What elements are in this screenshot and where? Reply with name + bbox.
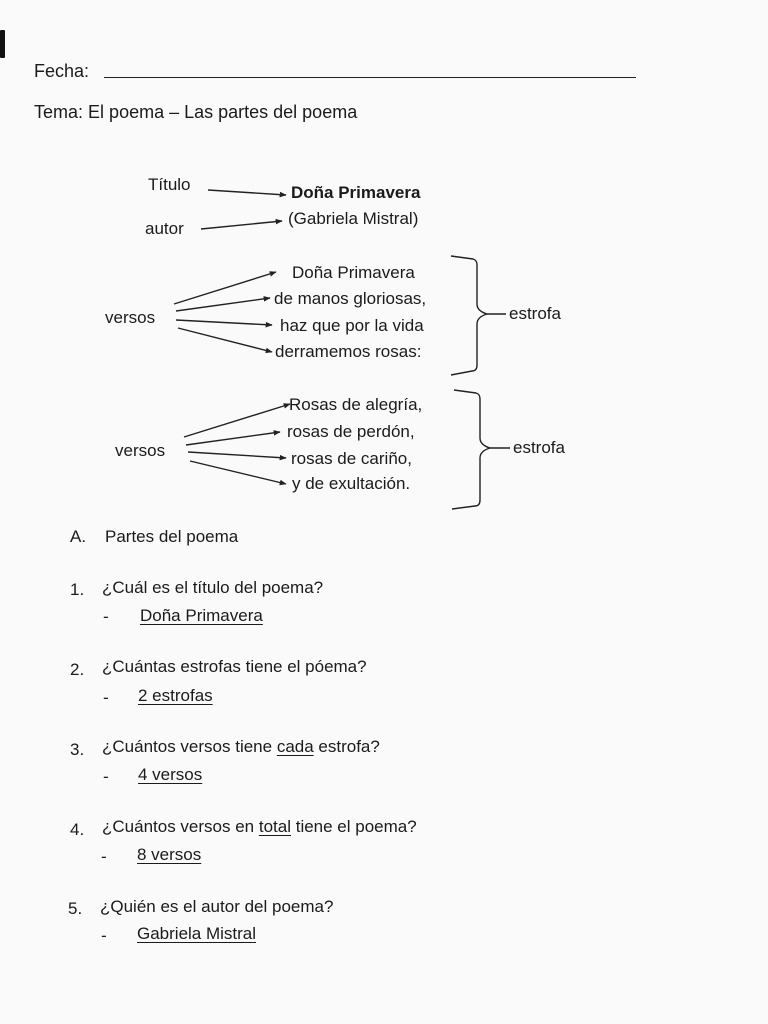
poem-title: Doña Primavera xyxy=(291,183,421,202)
question-number: 4. xyxy=(70,820,85,839)
stanza2-verse: Rosas de alegría, xyxy=(289,395,423,414)
stanza1-verse: haz que por la vida xyxy=(280,316,424,335)
autor-label: autor xyxy=(145,219,184,238)
question-number: 1. xyxy=(70,580,85,599)
question-number: 2. xyxy=(70,660,85,679)
stanza1-arrow-2 xyxy=(176,298,270,311)
autor-arrow xyxy=(201,221,282,229)
stanza2-versos-label: versos xyxy=(115,441,166,460)
stanza2-arrow-2 xyxy=(186,432,280,445)
stanza2-verse: rosas de cariño, xyxy=(291,449,412,468)
stanza1-estrofa-label: estrofa xyxy=(509,304,561,323)
stanza1-arrow-4 xyxy=(178,328,272,352)
fecha-label: Fecha: xyxy=(34,61,90,81)
question-number: 3. xyxy=(70,740,85,759)
section-letter: A. xyxy=(70,527,87,546)
answer-text: 8 versos xyxy=(137,845,202,864)
poem-author: (Gabriela Mistral) xyxy=(288,209,419,228)
answer-dash: - xyxy=(101,847,107,866)
section-title: Partes del poema xyxy=(105,527,239,546)
answer-text: 2 estrofas xyxy=(138,686,213,705)
stanza1-verse: de manos gloriosas, xyxy=(274,289,427,308)
tema-label: Tema: xyxy=(34,102,84,122)
stanza2-verse: y de exultación. xyxy=(292,474,411,493)
stanza2-estrofa-label: estrofa xyxy=(513,438,565,457)
stanza1-verse: Doña Primavera xyxy=(292,263,415,282)
question-text: ¿Cuántos versos en total tiene el poema? xyxy=(102,817,417,836)
tema-text: El poema – Las partes del poema xyxy=(88,102,358,122)
question-text: ¿Quién es el autor del poema? xyxy=(100,897,334,916)
stanza1-arrow-3 xyxy=(176,320,272,325)
stanza2-arrow-3 xyxy=(188,452,286,458)
titulo-arrow xyxy=(208,190,286,195)
question-text: ¿Cuál es el título del poema? xyxy=(102,578,324,597)
answer-dash: - xyxy=(103,767,109,786)
answer-text: Gabriela Mistral xyxy=(137,924,257,943)
question-number: 5. xyxy=(68,899,83,918)
stanza1-versos-label: versos xyxy=(105,308,156,327)
answer-text: 4 versos xyxy=(138,765,203,784)
titulo-label: Título xyxy=(148,175,191,194)
question-text: ¿Cuántas estrofas tiene el póema? xyxy=(102,657,367,676)
stanza2-verse: rosas de perdón, xyxy=(287,422,415,441)
answer-dash: - xyxy=(103,688,109,707)
stanza1-verse: derramemos rosas: xyxy=(275,342,422,361)
answer-text: Doña Primavera xyxy=(140,606,263,625)
question-text: ¿Cuántos versos tiene cada estrofa? xyxy=(102,737,380,756)
stanza2-bracket xyxy=(452,390,490,509)
stanza1-bracket xyxy=(451,256,487,375)
answer-dash: - xyxy=(103,607,109,626)
stanza2-arrow-4 xyxy=(190,461,286,484)
answer-dash: - xyxy=(101,926,107,945)
stanza2-arrow-1 xyxy=(184,404,290,437)
